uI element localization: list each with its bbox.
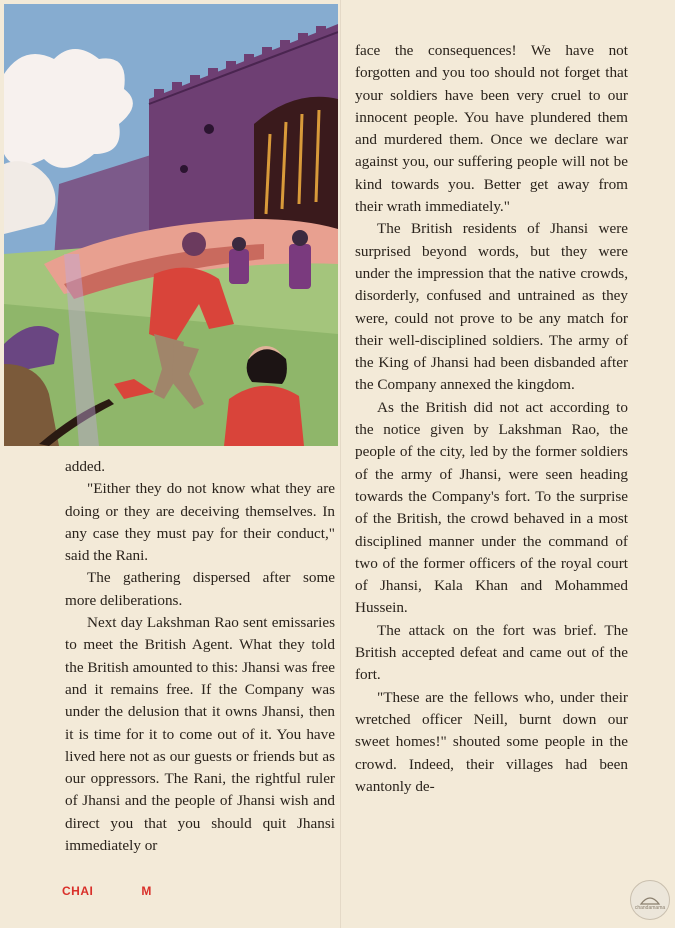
- right-paragraph-5: "These are the fellows who, under their wretched officer Neill, burnt down our sweet homes!" shouted some people in the crowd. Indeed, their villages had been wantonly de-: [355, 688, 628, 795]
- left-paragraph-2: "Either they do not know what they are doing or they are deceiving themselves. In any case they must pay for their conduct," said the Rani.: [65, 480, 335, 565]
- right-paragraph-3: As the British did not act according to the notice given by Lakshman Rao, the people of the city, led by the former soldiers of the army of Jhansi, were seen heading towards the Company's fort. To the surprise of the British, the crowd behaved in a most disciplined manner under the command of two of the former officers of the royal court of Jhansi, Kala Khan and Mohammed Hussein.: [355, 398, 628, 617]
- right-paragraph-2: The British residents of Jhansi were surprised beyond words, but they were under the impression that the native crowds, disorderly, confused and untrained as they were, could not prove to be any match for their well-disciplined soldiers. The army of the King of Jhansi had been disbanded after the Company annexed the kingdom.: [355, 220, 628, 394]
- seal-text: chandamama: [634, 905, 666, 911]
- library-seal-icon: [630, 880, 670, 920]
- right-paragraph-4: The attack on the fort was brief. The British accepted defeat and came out of the fort.: [355, 621, 628, 684]
- footer-brand-right: M: [141, 884, 152, 898]
- footer-brand-left: CHAI: [62, 884, 94, 898]
- illustration-art: [4, 4, 338, 446]
- left-paragraph-1: added.: [65, 458, 106, 475]
- left-text-column: [65, 456, 335, 857]
- page-gutter: [340, 0, 341, 928]
- fort-attack-illustration: [4, 4, 338, 446]
- right-paragraph-1: face the consequences! We have not forgotten and you too should not forget that your soldiers have been very cruel to our innocent people. You have plundered them and murdered them. Once we declare war against you, our suffering people will not be kind towards you. Better get away from their wrath immediately.": [355, 42, 628, 216]
- left-paragraph-4: Next day Lakshman Rao sent emissaries to meet the British Agent. What they told the British amounted to this: Jhansi was free and it remains free. If the Company was under the delusion that it owns Jhansi, then it is time for it to come out of it. You have lived here not as our guests or friends but as our oppressors. The Rani, the rightful ruler of Jhansi and the people of Jhansi wish and direct you that you should quit Jhansi immediately or: [65, 614, 335, 855]
- left-paragraph-3: The gathering dispersed after some more deliberations.: [65, 569, 335, 609]
- footer-brand: [62, 884, 152, 898]
- right-text-column: [355, 40, 628, 798]
